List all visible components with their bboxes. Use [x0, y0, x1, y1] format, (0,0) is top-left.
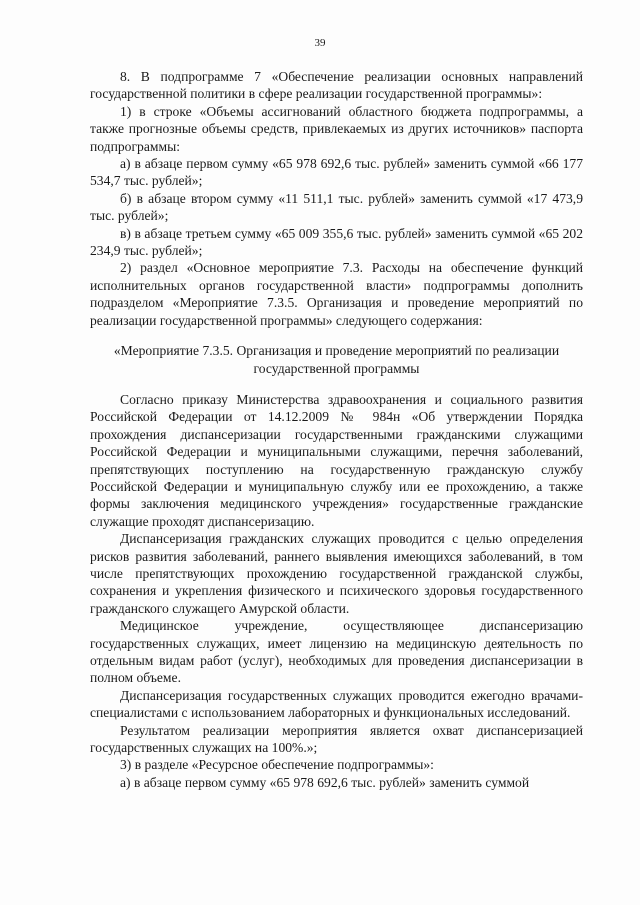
- paragraph-order-reference: Согласно приказу Министерства здравоохранения и социального развития Российской Федерации от 14.12.2009 № 984н «Об утверждении Порядка прохождения диспансеризации государственными гражданскими служащими Российской Федерации и муниципальными служащими, перечня заболеваний, препятствующих поступлению на государственную гражданскую службу Российской Федерации и муниципальную службу или ее прохождению, а также формы заключения медицинского учреждения» государственные гражданские служащие проходят диспансеризацию.: [90, 391, 583, 529]
- paragraph-item-a-first-sum: а) в абзаце первом сумму «65 978 692,6 тыс. рублей» заменить суммой «66 177 534,7 тыс. рублей»;: [90, 156, 583, 189]
- paragraph-annual-examination: Диспансеризация государственных служащих проводится ежегодно врачами-специалистами с использованием лабораторных и функциональных исследований.: [90, 687, 583, 721]
- paragraph-item-1-budget-row: 1) в строке «Объемы ассигнований областного бюджета подпрограммы, а также прогнозные объемы средств, привлекаемых из других источников» паспорта подпрограммы:: [90, 103, 583, 154]
- paragraph-subprogram-7-intro: 8. В подпрограмме 7 «Обеспечение реализации основных направлений государственной политики в сфере реализации государственной программы»:: [90, 69, 583, 102]
- paragraph-dispensary-purpose: Диспансеризация гражданских служащих проводится с целью определения рисков развития заболеваний, раннего выявления имеющихся заболеваний, в том числе препятствующих прохождению государственной гражданской службы, сохранения и укрепления физического и психического здоровья государственного гражданского служащего Амурской области.: [90, 531, 583, 616]
- section-heading-measure-7-3-5: «Мероприятие 7.3.5. Организация и проведение мероприятий по реализации государственной программы: [113, 343, 560, 376]
- page-number: 39: [314, 37, 326, 49]
- paragraph-item-v-third-sum: в) в абзаце третьем сумму «65 009 355,6 тыс. рублей» заменить суммой «65 202 234,9 тыс. рублей»;: [90, 225, 583, 259]
- paragraph-item-b-second-sum: б) в абзаце втором сумму «11 511,1 тыс. рублей» заменить суммой «17 473,9 тыс. рублей»;: [90, 190, 583, 224]
- paragraph-item-a-resources-first-sum: а) в абзаце первом сумму «65 978 692,6 тыс. рублей» заменить суммой: [120, 774, 530, 790]
- paragraph-measure-result: Результатом реализации мероприятия является охват диспансеризацией государственных служащих на 100%.»;: [90, 722, 583, 756]
- paragraph-medical-institution: Медицинское учреждение, осуществляющее диспансеризацию государственных служащих, имеет лицензию на медицинскую деятельность по отдельным видам работ (услуг), необходимых для проведения диспансеризации в полном объеме.: [90, 618, 583, 686]
- document-body: [90, 68, 583, 791]
- paragraph-item-3-resources: 3) в разделе «Ресурсное обеспечение подпрограммы»:: [120, 757, 434, 773]
- paragraph-item-2-section-addition: 2) раздел «Основное мероприятие 7.3. Расходы на обеспечение функций исполнительных органов государственной власти» подпрограммы дополнить подразделом «Мероприятие 7.3.5. Организация и проведение мероприятий по реализации государственной программы» следующего содержания:: [90, 260, 583, 328]
